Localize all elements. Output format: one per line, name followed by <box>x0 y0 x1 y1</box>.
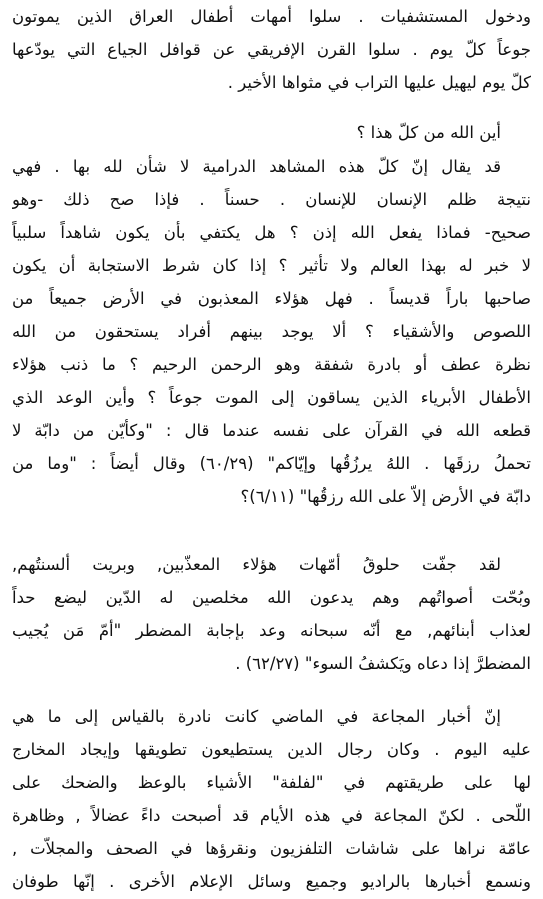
text-line: أين الله من كلّ هذا ؟ <box>356 123 501 142</box>
text-line: صحيح- فماذا يفعل الله إذن ؟ هل يكتفي بأن يكون شاهداً سلبياً <box>12 223 531 242</box>
text-line: لقد جفّت حلوقُ أمّهات هؤلاء المعذّبين, وبريت ألسنتُهم, <box>12 555 501 574</box>
text-line: ودخول المستشفيات . سلوا أمهات أطفال العراق الذين يموتون <box>12 7 531 26</box>
paragraph-2 <box>12 116 501 149</box>
text-line: عامّة نراها على شاشات التلفزيون ونقرؤها في الصحف والمجلاّت , <box>12 839 531 858</box>
text-line: دابّة في الأرض إلاّ على الله رزقُها" (٦/١١)؟ <box>240 487 531 506</box>
text-line: قطعه الله في القرآن على نفسه عندما قال : "وكأيّن من دابّة لا <box>12 421 531 440</box>
paragraph-3 <box>12 150 531 513</box>
text-line: لا خبر له بهذا العالم ولا تأثير ؟ إذا كان شرط الاستجابة أن يكون <box>12 256 531 275</box>
text-line: ونسمع أخبارها بالراديو وجميع وسائل الإعلام الأخرى . إنّها طوفان <box>12 872 531 891</box>
text-line: الأطفال الأبرياء الذين يساقون إلى الموت جوعاً ؟ وأين الوعد الذي <box>12 388 531 407</box>
text-line: لها على طريقتهم في "لفلفة" الأشياء بالوعظ والضحك على <box>12 773 531 792</box>
text-line: تحملُ رزقَها . اللهُ يرزُقُها وإيّاكم" (٦٠/٢٩) وقال أيضاً : "وما من <box>12 454 531 473</box>
text-line: إنّ أخبار المجاعة في الماضي كانت نادرة بالقياس إلى ما هي <box>12 707 501 726</box>
text-line: وبُحّت أصواتُهم وهم يدعون الله مخلصين له الدّين ليضع حداً <box>12 588 531 607</box>
text-line: عليه اليوم . وكان رجال الدين يستطيعون تطويقها وإيجاد المخارج <box>12 740 531 759</box>
text-line: كلّ يوم ليهيل عليها التراب في مثواها الأخير . <box>227 73 531 92</box>
text-line: المضطرَّ إذا دعاه ويَكشفُ السوء" (٦٢/٢٧) . <box>235 654 531 673</box>
paragraph-4 <box>12 548 531 680</box>
text-line: لعذاب أبنائهم, مع أنّه سبحانه وعد بإجابة المضطر "أمّ مَن يُجيب <box>12 621 531 640</box>
paragraph-5 <box>12 700 531 898</box>
text-line: نتيجة ظلم الإنسان للإنسان . حسناً . فإذا صح ذلك -وهو <box>12 190 531 209</box>
text-line: اللّحى . لكنّ المجاعة في هذه الأيام قد أصبحت داءً عضالاً , وظاهرة <box>12 806 531 825</box>
text-line: نظرة عطف أو بادرة شفقة وهو الرحمن الرحيم ؟ ما ذنب هؤلاء <box>12 355 531 374</box>
text-line: اللصوص والأشقياء ؟ ألا يوجد بينهم أفراد يستحقون من الله <box>12 322 531 341</box>
text-line: جوعاً كلّ يوم . سلوا القرن الإفريقي عن قوافل الجياع التي يودّعها <box>12 40 531 59</box>
paragraph-1 <box>12 0 531 99</box>
text-line: قد يقال إنّ كلّ هذه المشاهد الدرامية لا شأن لله بها . فهي <box>12 157 501 176</box>
text-line: صاحبها باراً قديساً . فهل هؤلاء المعذبون في الأرض جميعاً من <box>12 289 531 308</box>
